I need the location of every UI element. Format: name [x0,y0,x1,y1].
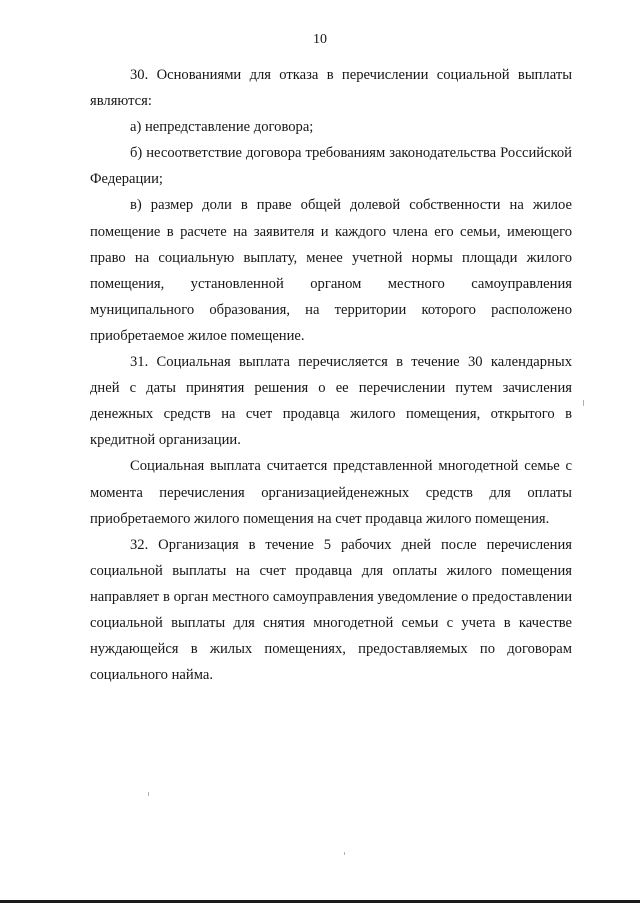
paragraph-31-continued: Социальная выплата считается представленной многодетной семье с момента перечисления организациейденежных средств для оплаты приобретаемого жилого помещения на счет продавца жилого помещения. [90,458,572,527]
document-body [90,62,572,688]
scan-mark [148,792,149,796]
scan-mark [344,852,345,855]
paragraph-30-a: а) непредставление договора; [130,119,314,136]
paragraph-31: 31. Социальная выплата перечисляется в течение 30 календарных дней с даты принятия решения о ее перечислении путем зачисления денежных средств на счет продавца жилого помещения, открытого в кредитной организации. [90,354,572,449]
paragraph-30-c: в) размер доли в праве общей долевой собственности на жилое помещение в расчете на заявителя и каждого члена его семьи, имеющего право на социальную выплату, менее учетной нормы площади жилого помещения, установленной органом местного самоуправления муниципального образования, на территории которого расположено приобретаемое жилое помещение. [90,197,572,344]
paragraph-30: 30. Основаниями для отказа в перечислении социальной выплаты являются: [90,67,572,110]
paragraph-30-b: б) несоответствие договора требованиям законодательства Российской Федерации; [90,145,572,188]
page-number: 10 [313,32,327,47]
page-bottom-edge [0,900,640,903]
paragraph-32: 32. Организация в течение 5 рабочих дней после перечисления социальной выплаты на счет продавца для оплаты жилого помещения направляет в орган местного самоуправления уведомление о предоставлении социальной выплаты для снятия многодетной семьи с учета в качестве нуждающейся в жилых помещениях, предоставляемых по договорам социального найма. [90,536,572,684]
scan-mark [583,400,584,406]
